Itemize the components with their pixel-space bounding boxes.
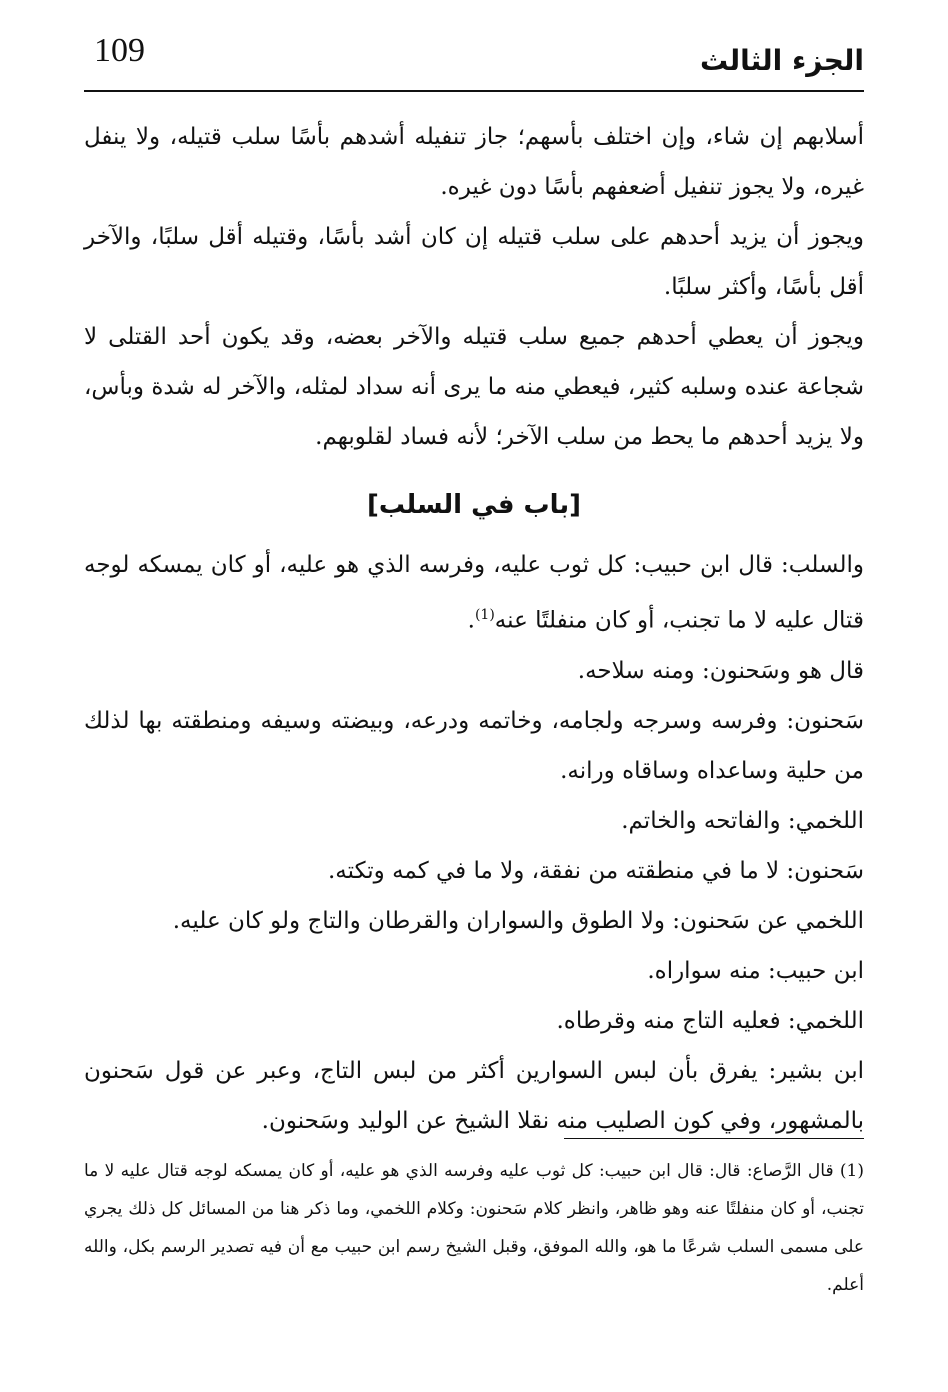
footnote-divider [564, 1138, 864, 1139]
paragraph: ابن حبيب: منه سواراه. [647, 957, 864, 984]
footnote: (1) قال الرَّصاع: قال: قال ابن حبيب: كل ثوب عليه وفرسه الذي هو عليه، أو كان يمسكه لوجه قتال عليه لا ما تجنب، أو كان منفلتًا عنه وهو ظاهر، وانظر كلام سَحنون: وكلام اللخمي، وما ذكر هنا من المسائل كل ذلك يجري على مسمى السلب شرعًا ما هو، والله الموفق، وقبل الشيخ رسم ابن حبيب مع أن فيه تصدير الرسم بكل، والله أعلم. [84, 1161, 864, 1295]
page-header [84, 30, 864, 92]
page-number: 109 [94, 32, 145, 69]
paragraph: ويجوز أن يزيد أحدهم على سلب قتيله إن كان أشد بأسًا، وقتيله أقل سلبًا، والآخر أقل بأسًا، وأكثر سلبًا. [84, 224, 864, 300]
paragraph: قال هو وسَحنون: ومنه سلاحه. [577, 657, 864, 684]
section-heading: [باب في السلب] [366, 490, 582, 520]
main-text [84, 112, 864, 1146]
paragraph: ابن بشير: يفرق بأن لبس السوارين أكثر من لبس التاج، وعبر عن قول سَحنون بالمشهور، وفي كون الصليب منه نقلا الشيخ عن الوليد وسَحنون. [84, 1057, 864, 1134]
paragraph: ويجوز أن يعطي أحدهم جميع سلب قتيله والآخر بعضه، وقد يكون أحد القتلى لا شجاعة عنده وسلبه كثير، فيعطي منه ما يرى أنه سداد لمثله، والآخر له شدة وبأس، ولا يزيد أحدهم ما يحط من سلب الآخر؛ لأنه فساد لقلوبهم. [84, 324, 864, 450]
footnote-reference: (1) [474, 607, 495, 623]
paragraph: سَحنون: لا ما في منطقته من نفقة، ولا ما في كمه وتكته. [328, 857, 864, 884]
paragraph: أسلابهم إن شاء، وإن اختلف بأسهم؛ جاز تنفيله أشدهم بأسًا سلب قتيله، ولا ينفل غيره، ولا يجوز تنفيل أضعفهم بأسًا دون غيره. [84, 124, 864, 200]
footnotes [84, 1152, 864, 1304]
paragraph-text: والسلب: قال ابن حبيب: كل ثوب عليه، وفرسه الذي هو عليه، أو كان يمسكه لوجه قتال عليه لا ما تجنب، أو كان منفلتًا عنه [84, 552, 864, 634]
paragraph [84, 540, 864, 646]
paragraph: اللخمي: والفاتحه والخاتم. [621, 807, 864, 834]
paragraph: اللخمي عن سَحنون: ولا الطوق والسواران والقرطان والتاج ولو كان عليه. [172, 907, 864, 934]
paragraph-end: . [467, 607, 475, 634]
running-head: الجزء الثالث [700, 44, 864, 77]
paragraph: اللخمي: فعليه التاج منه وقرطاه. [556, 1007, 864, 1034]
paragraph: سَحنون: وفرسه وسرجه ولجامه، وخاتمه ودرعه، وبيضته وسيفه ومنطقته بها لذلك من حلية وساعداه وساقاه ورانه. [84, 707, 864, 784]
